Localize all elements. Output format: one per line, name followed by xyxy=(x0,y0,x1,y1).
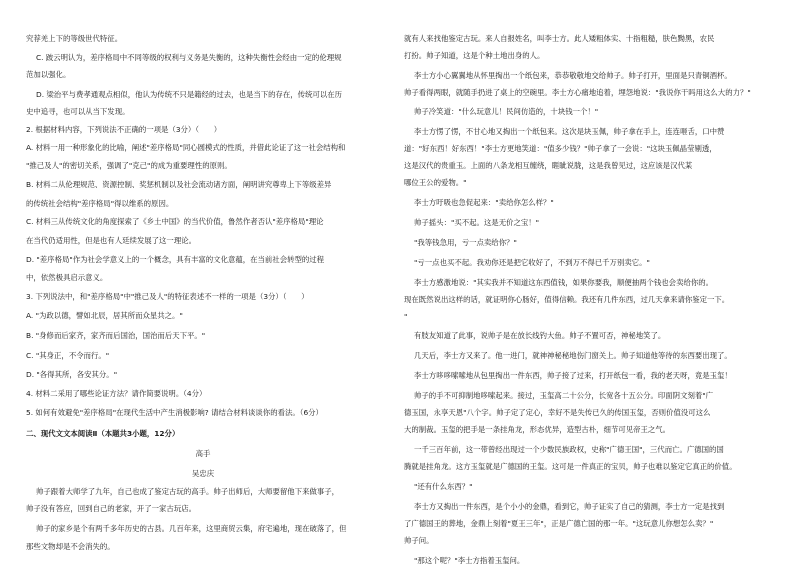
text-line: 李士方感激地说："其实我并不知道这东西值钱，如果你要我，顺便抽两个钱也会卖给你的。 xyxy=(414,278,714,287)
text-line: 了广德国王的葬地，金鼎上刻着"夏王三年"，正是广德亡国的那一年。"这玩意儿你想怎么卖？" xyxy=(404,519,714,528)
text-line: 中，依然极具启示意义。 xyxy=(26,273,108,282)
text-line: " xyxy=(404,312,408,321)
text-line: D. "差序格局"作为社会学意义上的一个概念，具有丰富的文化意蕴，在当前社会转型的过程 xyxy=(26,255,325,264)
text-line: 2. 根据材料内容，下列说法不正确的一项是（3分）（ ） xyxy=(26,125,222,134)
text-line: 的传统社会结构"差序格局"得以维系的原因。 xyxy=(26,199,174,208)
text-line: 那些文物却是不会消失的。 xyxy=(26,542,115,551)
text-line: 在当代仍适用性，但是也有人廷续发展了这一理论。 xyxy=(26,236,196,245)
text-line: 李士方哆哆嗦嗦地从包里掏出一件东西，帅子接了过来，打开纸包一看，我的老天呀，竟是玉玺！ xyxy=(414,371,732,380)
text-line: "我等钱急用，亏一点卖给你？" xyxy=(414,238,517,247)
text-line: B. 材料二从伦理规范、资源控制、奖惩机制以及社会流动诸方面，阐明讲究尊卑上下等级差异 xyxy=(26,180,332,189)
text-line: 史中追寻，也可以从当下发现。 xyxy=(26,107,130,116)
text-line: 4. 材料二采用了哪些论证方法？请作简要说明。（4分） xyxy=(26,389,207,398)
text-line: 帅子的手不可抑制地哆嗦起来。接过，玉玺高二十公分，长宽各十五公分。印面阴文刻着"广 xyxy=(414,391,714,400)
text-line: 5. 如何有效避免"差序格局"在现代生活中产生消极影响? 请结合材料谈谈你的看法。（6分） xyxy=(26,408,323,417)
text-line: "推己及人"的密切关系，强调了"克己"的成为重要理性的原则。 xyxy=(26,161,232,170)
text-line: 道："好东西！好东西！"李士方更地笑道："值多少钱？"帅子拿了一会说："这块玉佩晶莹剔透， xyxy=(404,144,717,153)
text-line: 李士方吁吸也急促起来："卖给你怎么样？" xyxy=(414,198,554,207)
text-line: 李士方小心翼翼地从怀里掏出一个纸包来，恭恭敬敬地交给帅子。帅子打开，里面是只青铜酒杯。 xyxy=(414,71,732,80)
text-line: A. 材料一用一种形象化的比喻，阐述"差序格局"同心圆模式的性质，并借此论证了这一社会结构和 xyxy=(26,143,346,152)
text-line: 帅子摇头："买不起。这是无价之宝！" xyxy=(414,218,540,227)
text-line: B. "身修而后家齐，家齐而后国治，国治而后天下平。" xyxy=(26,331,206,340)
text-line: 帅子问。 xyxy=(404,536,434,545)
text-line: 大的制裁。玉玺的把手是一条挂角龙，形态优异，造型古朴，细节可见帝王之气。 xyxy=(404,425,671,434)
text-line: "亏一点也买不起。我劝你还是把它收好了，不到万不得已千万别卖它。" xyxy=(414,258,650,267)
text-line: 李士方愣了愣，不甘心地又掏出一个纸包来。这次是块玉佩，帅子拿在手上，连连咂舌，口中赞 xyxy=(414,127,725,136)
text-line: 现在既然说出这样的话，就证明你心肠好，值得信赖。我还有几件东西，过几天拿来请你鉴定一下。 xyxy=(404,295,730,304)
text-line: 打扮。帅子知道，这是个种土地出身的人。 xyxy=(404,51,545,60)
text-line: 帅子的家乡是个有两千多年历史的古县。几百年来，这里商贸云集，府宅遍地，现在破落了，但 xyxy=(36,524,347,533)
text-line: C. "其身正，不令而行。" xyxy=(26,351,110,360)
text-line: 腾就是挂角龙。这方玉玺就是广德国的王玺。这可是一件真正的宝贝，帅子也难以鉴定它真正的价值。 xyxy=(404,462,737,471)
text-line: 帅子跟着大师学了九年，自己也成了鉴定古玩的高手。帅子出师后，大师要留他下来做事子， xyxy=(36,487,340,496)
text-line: 帅子冷笑道："什么玩意儿！民间仿造的，十块钱一个！" xyxy=(414,107,599,116)
text-line: 究荐羌上下的等级世代特征。 xyxy=(26,34,123,43)
text-line: 几天后，李士方又来了。他一进门，就神神秘秘地伤门窗关上。帅子知道他等待的东西要出现了。 xyxy=(414,351,732,360)
text-line: 有肢友知道了此事，说帅子是在放长线钓大鱼。帅子不置可否，神秘地笑了。 xyxy=(414,331,666,340)
text-line: A. "为政以德，譬如北辰，居其所而众星共之。" xyxy=(26,311,183,320)
text-line: 李士方又掏出一件东西，是个小小的金鼎，看到它，帅子证实了自己的猜测，李士方一定是找到 xyxy=(414,502,725,511)
text-line: 3. 下列说法中，和"差序格局"中"推己及人"的特征表述不一样的一项是（3分）（ ） xyxy=(26,292,309,301)
text-line: D. 梁治平与费孝通观点相似，他认为传统不只是籍经的过去，也是当下的存在，传统可以在历 xyxy=(36,90,343,99)
text-line: 德玉国，永享天恩"八个字。帅子定了定心，幸好不是失传已久的传国玉玺，否则价值没可这么 xyxy=(404,408,711,417)
text-line: 二、现代文文本阅读Ⅱ（本题共3小题，12分） xyxy=(26,429,180,438)
heading-line: 吴忠庆 xyxy=(191,469,215,478)
text-line: 一千三百年前，这一带曾经出现过一个少数民族政权，史称"广德王国"，三代而亡。广德国的国 xyxy=(414,445,724,454)
text-line: C. 跛云明认为，差序格局中不同等级的权利与义务是失衡的，这种失衡性会经由一定的伦理规 xyxy=(36,53,342,62)
text-line: 帅子看得两眼，就随手扔进了桌上的空碗里。李士方心痛地追着，埋怨地说："我说你干吗用这么大的力？" xyxy=(404,88,751,97)
heading-line: 高手 xyxy=(195,449,211,458)
text-line: "还有什么东西？" xyxy=(414,482,473,491)
text-line: C. 材料三从传统文化的角度探索了《乡土中国》的当代价值，鲁然作者否认"差序格局"理论 xyxy=(26,217,324,226)
text-line: 范加以强化。 xyxy=(26,70,71,79)
text-line: 帅子没有答应，回到自己的老家，开了一家古玩店。 xyxy=(26,504,196,513)
text-line: 哪位王公的爱物。" xyxy=(404,178,467,187)
text-line: 就有人来找他鉴定古玩。来人自报姓名，叫李士方。此人矮粗体实、十指粗糙，肤色黝黑，农民 xyxy=(404,34,715,43)
text-line: "那这个呢？"李士方指着玉玺问。 xyxy=(414,556,525,565)
text-line: D. "各得其所，各安其分。" xyxy=(26,370,118,379)
text-line: 这是汉代的贵重玉。上面的八条龙相互缠绕，睚眦说胧，这是我曾见过，这应该是汉代某 xyxy=(404,161,693,170)
